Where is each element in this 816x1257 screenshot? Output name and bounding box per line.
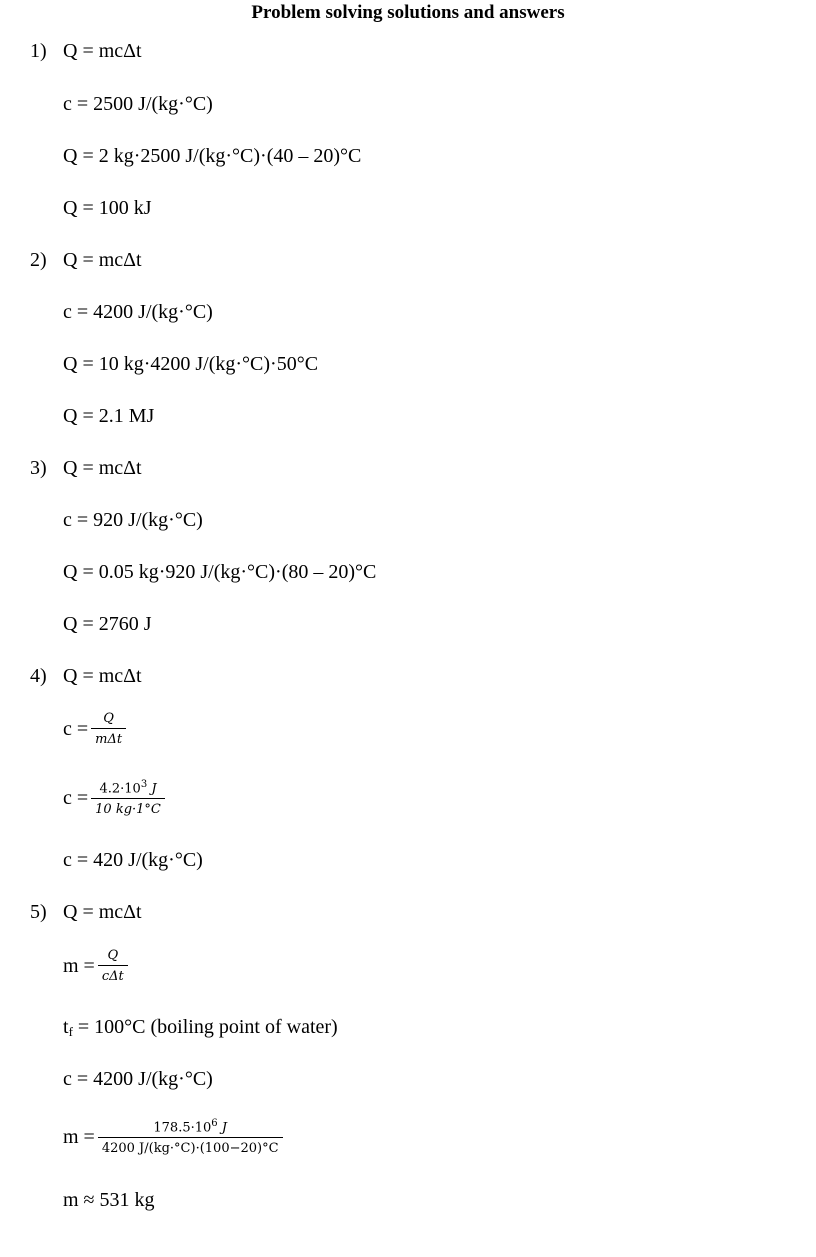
fraction-equation	[63, 711, 126, 747]
fraction-denominator: cΔt	[98, 965, 128, 984]
fraction-lhs: c =	[63, 786, 89, 809]
numerator-unit: J	[151, 781, 157, 797]
equation-line	[63, 1016, 338, 1040]
equation-line: c = 4200 J/(kg·°C)	[63, 301, 213, 323]
fraction	[91, 779, 165, 817]
numerator-base: 4.2·10	[99, 781, 141, 797]
tf-symbol: t	[63, 1016, 69, 1038]
answer-line: Q = 100 kJ	[63, 197, 152, 219]
equation-line: Q = 10 kg·4200 J/(kg·°C)·50°C	[63, 353, 319, 375]
fraction-equation	[63, 948, 128, 984]
equation-line: c = 2500 J/(kg·°C)	[63, 93, 213, 115]
fraction-numerator	[95, 779, 160, 798]
equation-line: Q = mcΔt	[63, 40, 142, 62]
fraction-numerator: Q	[107, 948, 119, 963]
fraction-numerator	[149, 1118, 231, 1137]
fraction-equation	[63, 1118, 283, 1156]
fraction-lhs: m =	[63, 1125, 95, 1148]
equation-line: Q = mcΔt	[63, 665, 142, 687]
answer-line: Q = 2760 J	[63, 613, 152, 635]
tf-subscript: f	[68, 1024, 73, 1039]
numerator-base: 178.5·10	[153, 1120, 212, 1136]
problem-number: 2)	[30, 249, 47, 271]
problem-number: 1)	[30, 40, 47, 62]
fraction	[98, 1118, 283, 1156]
problem-number: 3)	[30, 457, 47, 479]
answer-line: c = 420 J/(kg·°C)	[63, 849, 203, 871]
problem-number: 5)	[30, 901, 47, 923]
fraction-denominator: 10 kg·1°C	[91, 798, 165, 817]
answer-line: m ≈ 531 kg	[63, 1189, 155, 1211]
fraction-denominator: mΔt	[91, 728, 126, 747]
fraction-denominator: 4200 J/(kg·°C)·(100−20)°C	[98, 1137, 283, 1156]
equation-line: Q = 0.05 kg·920 J/(kg·°C)·(80 – 20)°C	[63, 561, 377, 583]
numerator-exponent: 3	[140, 779, 148, 790]
fraction	[91, 711, 126, 747]
equation-line: Q = mcΔt	[63, 249, 142, 271]
fraction-lhs: m =	[63, 954, 95, 977]
equation-line: Q = mcΔt	[63, 901, 142, 923]
page-title: Problem solving solutions and answers	[251, 2, 565, 23]
problem-number: 4)	[30, 665, 47, 687]
tf-rest: = 100°C (boiling point of water)	[72, 1016, 338, 1038]
fraction-numerator: Q	[103, 711, 114, 726]
equation-line: Q = mcΔt	[63, 457, 142, 479]
fraction-lhs: c =	[63, 717, 89, 740]
fraction-equation	[63, 779, 165, 817]
equation-line: c = 4200 J/(kg·°C)	[63, 1068, 213, 1090]
fraction	[98, 948, 128, 984]
answer-line: Q = 2.1 MJ	[63, 405, 155, 427]
equation-line: c = 920 J/(kg·°C)	[63, 509, 203, 531]
numerator-exponent: 6	[211, 1118, 218, 1129]
equation-line: Q = 2 kg·2500 J/(kg·°C)·(40 – 20)°C	[63, 145, 362, 167]
numerator-unit: J	[221, 1120, 227, 1136]
